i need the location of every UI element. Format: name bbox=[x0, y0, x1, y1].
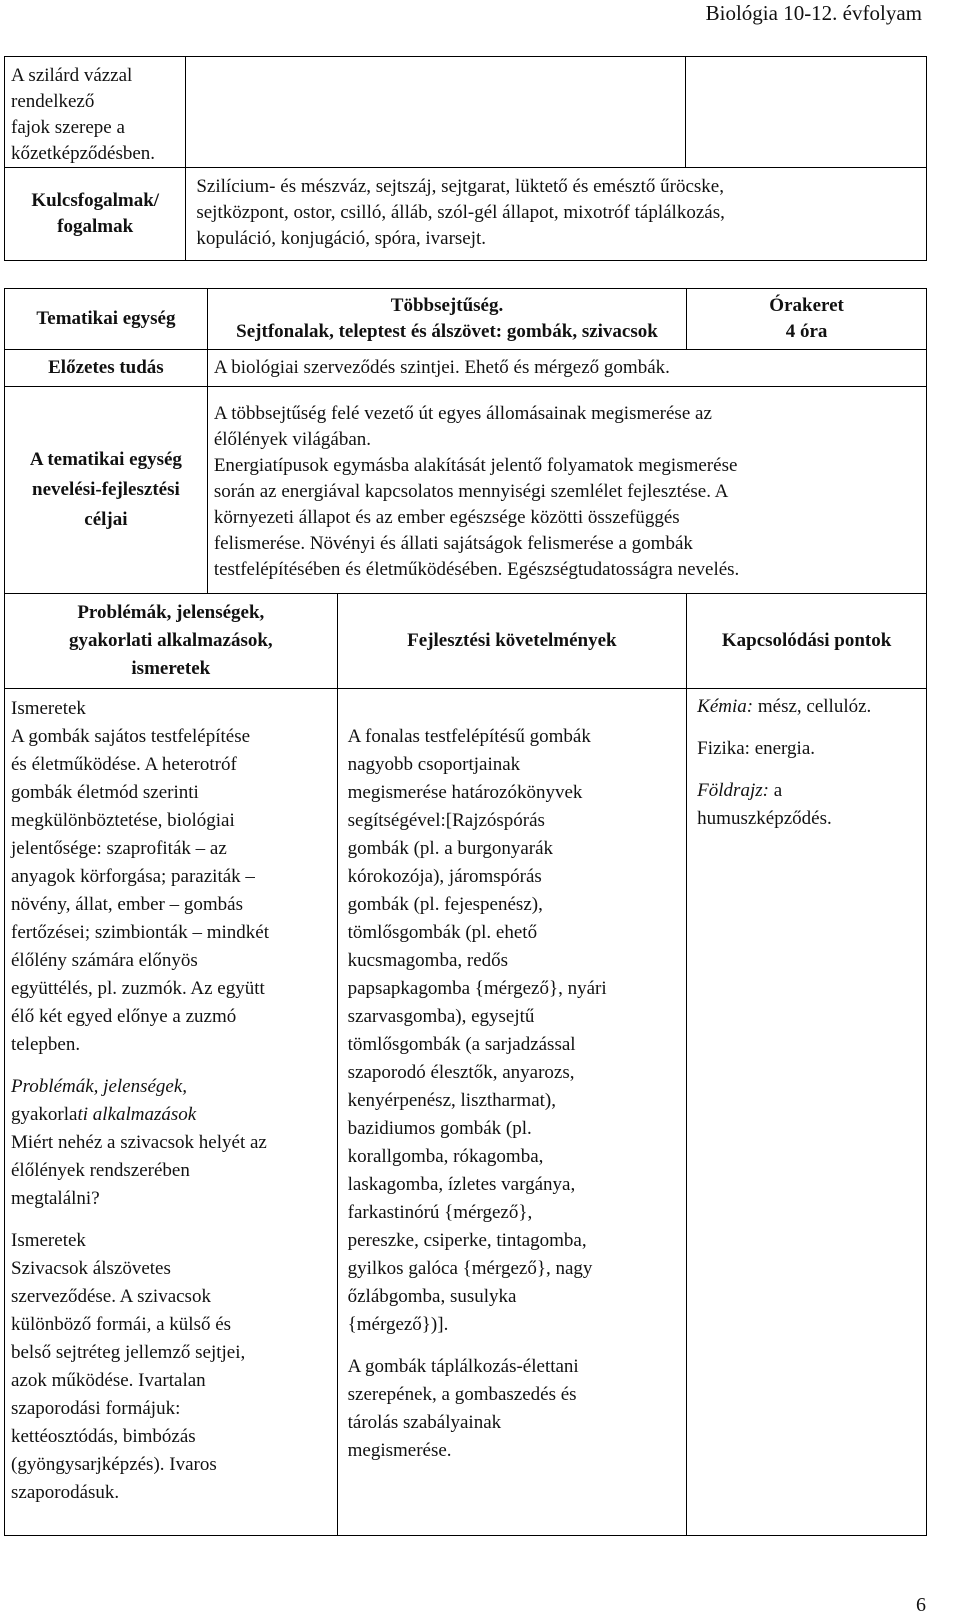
col1-block3-line-3: különböző formái, a külső és bbox=[11, 1314, 232, 1335]
top-table bbox=[4, 56, 927, 261]
col1-block2-heading-1: Problémák, jelenségek, bbox=[11, 1076, 188, 1097]
col3-content-cell bbox=[687, 689, 927, 1536]
col1-block3-line-9: szaporodásuk. bbox=[11, 1482, 120, 1503]
col2-block1-line-16: korallgomba, rókagomba, bbox=[347, 1146, 544, 1167]
col1-block2-heading-2-prefix: gyakorla bbox=[11, 1104, 78, 1125]
unit-title-cell bbox=[207, 289, 686, 350]
col1-header-line-3: ismeretek bbox=[131, 658, 211, 679]
col1-block3-heading: Ismeretek bbox=[11, 1230, 86, 1251]
goals-label-line-2: nevelési-fejlesztési bbox=[32, 479, 180, 500]
col1-block2-line-2: élőlények rendszerében bbox=[11, 1160, 190, 1181]
col2-block1-line-9: kucsmagomba, redős bbox=[347, 950, 509, 971]
unit-label-cell bbox=[5, 289, 208, 350]
col1-block1-line-9: élőlény számára előnyös bbox=[11, 950, 198, 971]
col1-block3-line-4: belső sejtréteg jellemző sejtjei, bbox=[11, 1342, 246, 1363]
col1-block1-line-4: megkülönböztetése, biológiai bbox=[11, 810, 235, 831]
goals-line-3: Energiatípusok egymásba alakítását jelentő folyamatok megismerése bbox=[213, 455, 738, 476]
top-table-row-2 bbox=[5, 168, 927, 261]
col1-block2-line-3: megtalálni? bbox=[11, 1188, 100, 1209]
col1-block1-line-8: fertőzései; szimbionták – mindkét bbox=[11, 922, 270, 943]
col2-block1-line-18: farkastinórú {mérgező}, bbox=[347, 1202, 533, 1223]
col2-block1-line-3: megismerése határozókönyvek bbox=[347, 782, 583, 803]
hours-label: Órakeret bbox=[769, 295, 844, 316]
col2-block2-line-3: tárolás szabályainak bbox=[347, 1412, 502, 1433]
prereq-label-cell bbox=[5, 350, 208, 387]
prereq-label: Előzetes tudás bbox=[48, 357, 164, 378]
col3-header: Kapcsolódási pontok bbox=[721, 630, 892, 651]
goals-text-cell bbox=[207, 387, 926, 594]
col1-block3-line-8: (gyöngysarjképzés). Ivaros bbox=[11, 1454, 217, 1475]
col1-block1-heading: Ismeretek bbox=[11, 698, 86, 719]
col3-item-3-line-2: humuszképződés. bbox=[697, 808, 832, 829]
col1-block1-line-1: A gombák sajátos testfelépítése bbox=[11, 726, 251, 747]
keywords-text-cell bbox=[186, 168, 927, 261]
col2-block1-line-20: gyilkos galóca {mérgező}, nagy bbox=[347, 1258, 593, 1279]
col1-block3-line-1: Szivacsok álszövetes bbox=[11, 1258, 171, 1279]
col3-item-1-subject: Kémia: bbox=[697, 696, 754, 717]
top-table-row-1 bbox=[5, 57, 927, 168]
col1-block3-line-7: kettéosztódás, bimbózás bbox=[11, 1426, 196, 1447]
goals-line-7: testfelépítésében és életműködésében. Egészségtudatosságra nevelés. bbox=[213, 559, 740, 580]
page-number: 6 bbox=[916, 1594, 926, 1616]
unit-table bbox=[4, 288, 927, 1536]
col2-block1-line-12: tömlősgombák (a sarjadzással bbox=[347, 1034, 576, 1055]
col3-header-cell bbox=[687, 594, 927, 689]
top-left-line-1: A szilárd vázzal rendelkező bbox=[11, 65, 133, 112]
col2-header: Fejlesztési követelmények bbox=[407, 630, 617, 651]
col1-block3-line-6: szaporodási formájuk: bbox=[11, 1398, 181, 1419]
hours-cell bbox=[687, 289, 927, 350]
prereq-row bbox=[5, 350, 927, 387]
col2-block2-line-4: megismerése. bbox=[347, 1440, 452, 1461]
col3-item-3-subject: Földrajz: bbox=[697, 780, 769, 801]
keywords-label-line-1: Kulcsfogalmak/ bbox=[31, 190, 160, 211]
col3-item-2: Fizika: energia. bbox=[697, 738, 816, 759]
col2-block1-line-14: kenyérpenész, lisztharmat), bbox=[347, 1090, 557, 1111]
col2-block1-line-17: laskagomba, ízletes vargánya, bbox=[347, 1174, 576, 1195]
unit-title-line-2: Sejtfonalak, teleptest és álszövet: gombák, szivacsok bbox=[236, 321, 658, 342]
col3-item-3 bbox=[697, 777, 920, 805]
col1-content-cell bbox=[5, 689, 338, 1536]
top-left-cell bbox=[5, 57, 186, 168]
top-empty-cell bbox=[186, 57, 686, 168]
goals-line-2: élőlények világában. bbox=[213, 429, 372, 450]
goals-label-line-1: A tematikai egység bbox=[29, 449, 182, 470]
goals-line-5: környezeti állapot és az ember egészsége közötti összefüggés bbox=[213, 507, 680, 528]
col1-block1-line-7: növény, állat, ember – gombás bbox=[11, 894, 243, 915]
goals-row bbox=[5, 387, 927, 594]
col2-block1-line-19: pereszke, csiperke, tintagomba, bbox=[347, 1230, 587, 1251]
col2-block1-line-13: szaporodó élesztők, anyarozs, bbox=[347, 1062, 575, 1083]
col2-header-cell bbox=[337, 594, 687, 689]
col2-block1-line-11: szarvasgomba), egysejtű bbox=[347, 1006, 535, 1027]
col3-item-1-text: mész, cellulóz. bbox=[753, 696, 872, 717]
col2-block1-line-15: bazidiumos gombák (pl. bbox=[347, 1118, 532, 1139]
page-header-title: Biológia 10-12. évfolyam bbox=[705, 1, 922, 25]
col1-block2-line-1: Miért nehéz a szivacsok helyét az bbox=[11, 1132, 267, 1153]
col1-header-cell bbox=[5, 594, 338, 689]
goals-line-1: A többsejtűség felé vezető út egyes állomásainak megismerése az bbox=[213, 403, 712, 424]
keywords-label-line-2: fogalmak bbox=[57, 216, 134, 237]
hours-value: 4 óra bbox=[785, 321, 828, 342]
content-row bbox=[5, 689, 927, 1536]
col1-block2-heading-2-rest: ti alkalmazások bbox=[77, 1104, 197, 1125]
col2-block2-line-2: szerepének, a gombaszedés és bbox=[347, 1384, 577, 1405]
top-left-line-3: kőzetképződésben. bbox=[11, 143, 156, 164]
top-empty-cell-2 bbox=[685, 57, 926, 168]
col1-block2-heading-2 bbox=[11, 1101, 331, 1129]
col2-block1-line-6: kórokozója), járomspórás bbox=[347, 866, 542, 887]
col1-block1-line-2: és életműködése. A heterotróf bbox=[11, 754, 237, 775]
col2-content-cell bbox=[337, 689, 687, 1536]
col2-block1-line-21: őzlábgomba, susulyka bbox=[347, 1286, 517, 1307]
col2-block1-line-10: papsapkagomba {mérgező}, nyári bbox=[347, 978, 607, 999]
col1-block1-line-5: jelentősége: szaprofiták – az bbox=[11, 838, 227, 859]
col1-header-line-1: Problémák, jelenségek, bbox=[77, 602, 265, 623]
keywords-line-3: kopuláció, konjugáció, spóra, ivarsejt. bbox=[196, 228, 487, 249]
col2-block2-line-1: A gombák táplálkozás-élettani bbox=[347, 1356, 579, 1377]
col2-block1-line-22: {mérgező})]. bbox=[347, 1314, 449, 1335]
column-header-row bbox=[5, 594, 927, 689]
col1-header-line-2: gyakorlati alkalmazások, bbox=[68, 630, 273, 651]
col3-item-3-text-a: a bbox=[768, 780, 783, 801]
unit-title-row bbox=[5, 289, 927, 350]
col1-block1-line-6: anyagok körforgása; paraziták – bbox=[11, 866, 255, 887]
col2-block1-line-7: gombák (pl. fejespenész), bbox=[347, 894, 543, 915]
col2-block1-line-5: gombák (pl. a burgonyarák bbox=[347, 838, 554, 859]
unit-label: Tematikai egység bbox=[36, 308, 176, 329]
top-left-line-2: fajok szerepe a bbox=[11, 117, 125, 138]
col2-block1-line-4: segítségével:[Rajzóspórás bbox=[347, 810, 545, 831]
col3-item-1 bbox=[697, 693, 920, 721]
col2-block1-line-1: A fonalas testfelépítésű gombák bbox=[347, 726, 591, 747]
goals-label-cell bbox=[5, 387, 208, 594]
col1-block1-line-11: élő két egyed előnye a zuzmó bbox=[11, 1006, 237, 1027]
goals-label-line-3: céljai bbox=[84, 509, 128, 530]
keywords-line-2: sejtközpont, ostor, csilló, álláb, szól-gél állapot, mixotróf táplálkozás, bbox=[196, 202, 725, 223]
goals-line-4: során az energiával kapcsolatos mennyiségi szemlélet fejlesztése. A bbox=[213, 481, 729, 502]
col1-block1-line-12: telepben. bbox=[11, 1034, 81, 1055]
prereq-text: A biológiai szerveződés szintjei. Ehető és mérgező gombák. bbox=[213, 357, 670, 378]
col1-block1-line-3: gombák életmód szerinti bbox=[11, 782, 199, 803]
goals-line-6: felismerése. Növényi és állati sajátságok felismerése a gombák bbox=[213, 533, 693, 554]
unit-title-line-1: Többsejtűség. bbox=[390, 295, 504, 316]
col1-block3-line-2: szerveződése. A szivacsok bbox=[11, 1286, 211, 1307]
col2-block1-line-8: tömlősgombák (pl. ehető bbox=[347, 922, 538, 943]
col2-block1-line-2: nagyobb csoportjainak bbox=[347, 754, 521, 775]
col1-block1-line-10: együttélés, pl. zuzmók. Az együtt bbox=[11, 978, 265, 999]
prereq-text-cell bbox=[207, 350, 926, 387]
keywords-line-1: Szilícium- és mészváz, sejtszáj, sejtgarat, lüktető és emésztő űröcske, bbox=[196, 176, 724, 197]
col1-block3-line-5: azok működése. Ivartalan bbox=[11, 1370, 206, 1391]
keywords-label-cell bbox=[5, 168, 186, 261]
